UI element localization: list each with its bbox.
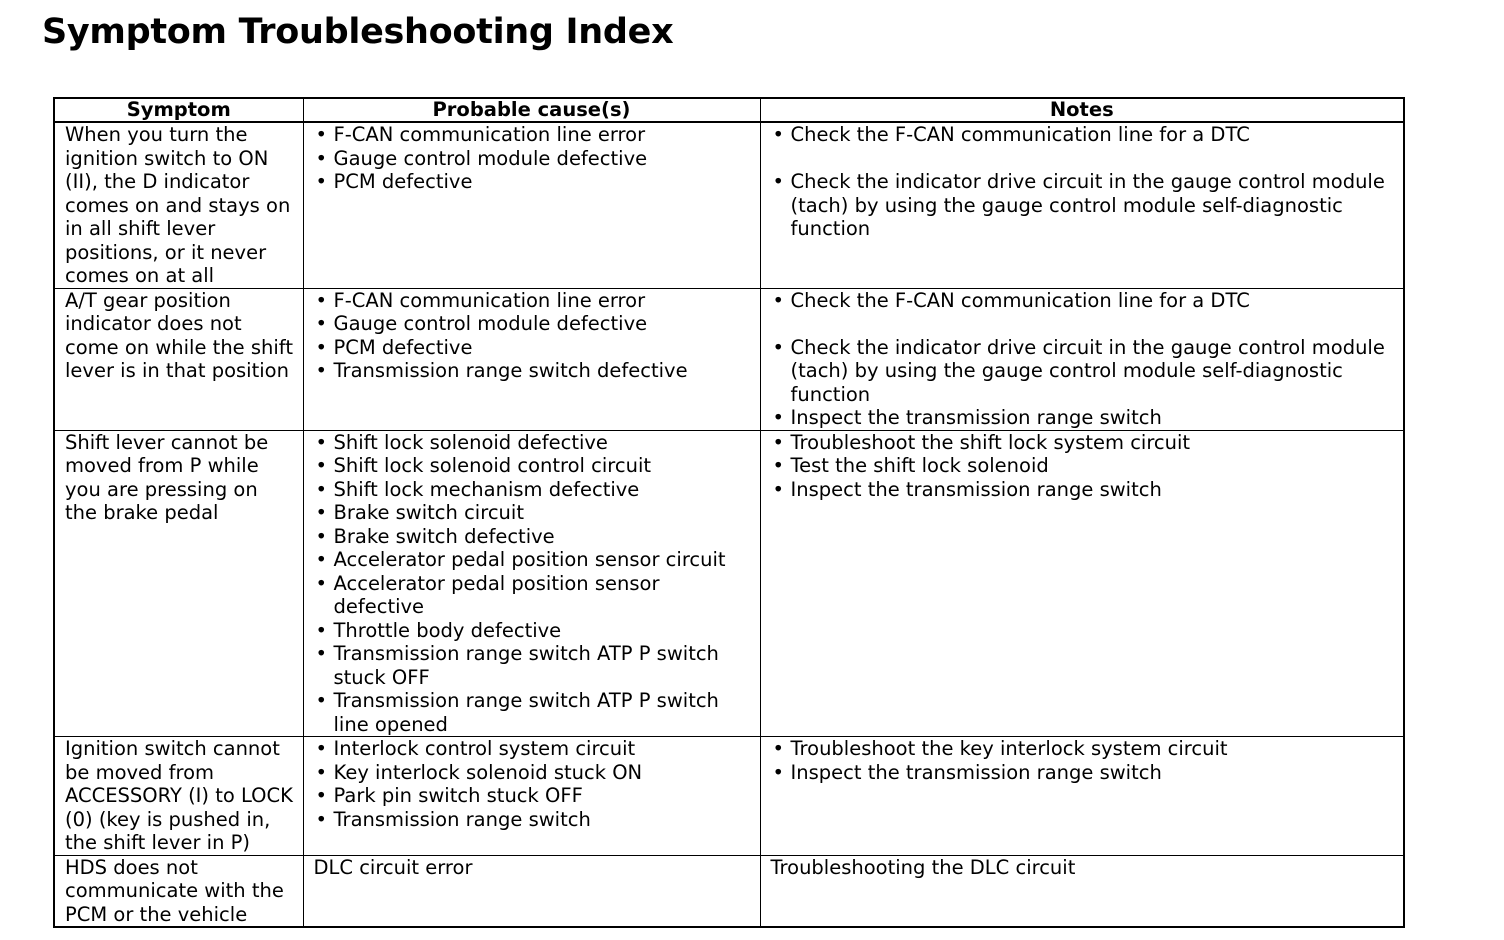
note-item: • Check the indicator drive circuit in the gauge control module (tach) by using the gauge control module self-diagnostic function: [771, 170, 1396, 241]
cause-item: • F-CAN communication line error: [314, 123, 752, 147]
note-item: • Inspect the transmission range switch: [771, 406, 1396, 430]
troubleshooting-table: [53, 97, 1405, 928]
symptom-text: Ignition switch cannot be moved from ACCESSORY (I) to LOCK (0) (key is pushed in, the shift lever in P): [65, 737, 293, 854]
symptom-cell: [54, 430, 303, 737]
notes-list: [771, 123, 1396, 241]
cause-item: • Throttle body defective: [314, 619, 752, 643]
cause-item: • F-CAN communication line error: [314, 289, 752, 313]
table-row: [54, 855, 1404, 927]
cause-text: DLC circuit error: [313, 855, 473, 879]
table-row: [54, 430, 1404, 737]
cause-list: [314, 737, 752, 831]
note-text: Troubleshooting the DLC circuit: [770, 855, 1076, 879]
cause-cell: [303, 737, 760, 856]
column-header-symptom: Symptom: [54, 98, 303, 122]
column-header-probable-cause: Probable cause(s): [303, 98, 760, 122]
notes-list: [771, 431, 1396, 502]
cause-list: [314, 123, 752, 194]
symptom-cell: [54, 122, 303, 288]
cause-list: [314, 289, 752, 383]
table-row: [54, 288, 1404, 430]
cause-item: • Accelerator pedal position sensor defective: [314, 572, 752, 619]
notes-cell: [760, 855, 1404, 927]
symptom-text: When you turn the ignition switch to ON (II), the D indicator comes on and stays on in all shift lever positions, or it never comes on at all: [65, 123, 291, 287]
cause-list: [314, 431, 752, 737]
note-item: • Inspect the transmission range switch: [771, 761, 1396, 785]
page-title: Symptom Troubleshooting Index: [42, 12, 674, 52]
cause-cell: [303, 288, 760, 430]
symptom-text: Shift lever cannot be moved from P while you are pressing on the brake pedal: [65, 430, 269, 524]
cause-item: • Gauge control module defective: [314, 312, 752, 336]
cause-item: • Transmission range switch: [314, 808, 752, 832]
cause-item: • Shift lock solenoid control circuit: [314, 454, 752, 478]
cause-item: • PCM defective: [314, 170, 752, 194]
cause-item: • Shift lock mechanism defective: [314, 478, 752, 502]
table-row: [54, 122, 1404, 288]
cause-item: • Park pin switch stuck OFF: [314, 784, 752, 808]
notes-list: [771, 737, 1396, 784]
cause-cell: [303, 855, 760, 927]
table-row: [54, 737, 1404, 856]
symptom-text: A/T gear position indicator does not come on while the shift lever is in that position: [65, 288, 293, 382]
note-item: • Check the F-CAN communication line for a DTC: [771, 123, 1396, 147]
notes-cell: [760, 737, 1404, 856]
notes-cell: [760, 288, 1404, 430]
cause-item: • Interlock control system circuit: [314, 737, 752, 761]
cause-item: • PCM defective: [314, 336, 752, 360]
note-item: • Check the F-CAN communication line for a DTC: [771, 289, 1396, 313]
notes-cell: [760, 122, 1404, 288]
column-header-notes: Notes: [760, 98, 1404, 122]
cause-cell: [303, 430, 760, 737]
notes-cell: [760, 430, 1404, 737]
cause-item: • Brake switch circuit: [314, 501, 752, 525]
header-row: [54, 98, 1404, 122]
note-item: • Test the shift lock solenoid: [771, 454, 1396, 478]
note-item: • Inspect the transmission range switch: [771, 478, 1396, 502]
cause-item: • Accelerator pedal position sensor circuit: [314, 548, 752, 572]
symptom-cell: [54, 288, 303, 430]
cause-item: • Transmission range switch ATP P switch line opened: [314, 689, 752, 736]
cause-item: • Gauge control module defective: [314, 147, 752, 171]
symptom-cell: [54, 737, 303, 856]
notes-list: [771, 289, 1396, 430]
cause-item: • Transmission range switch defective: [314, 359, 752, 383]
cause-item: • Key interlock solenoid stuck ON: [314, 761, 752, 785]
note-item: • Troubleshoot the key interlock system circuit: [771, 737, 1396, 761]
cause-item: • Shift lock solenoid defective: [314, 431, 752, 455]
symptom-text: HDS does not communicate with the PCM or the vehicle: [65, 855, 284, 926]
note-item: • Troubleshoot the shift lock system circuit: [771, 431, 1396, 455]
note-item: • Check the indicator drive circuit in the gauge control module (tach) by using the gauge control module self-diagnostic function: [771, 336, 1396, 407]
cause-item: • Transmission range switch ATP P switch stuck OFF: [314, 642, 752, 689]
cause-cell: [303, 122, 760, 288]
cause-item: • Brake switch defective: [314, 525, 752, 549]
symptom-cell: [54, 855, 303, 927]
